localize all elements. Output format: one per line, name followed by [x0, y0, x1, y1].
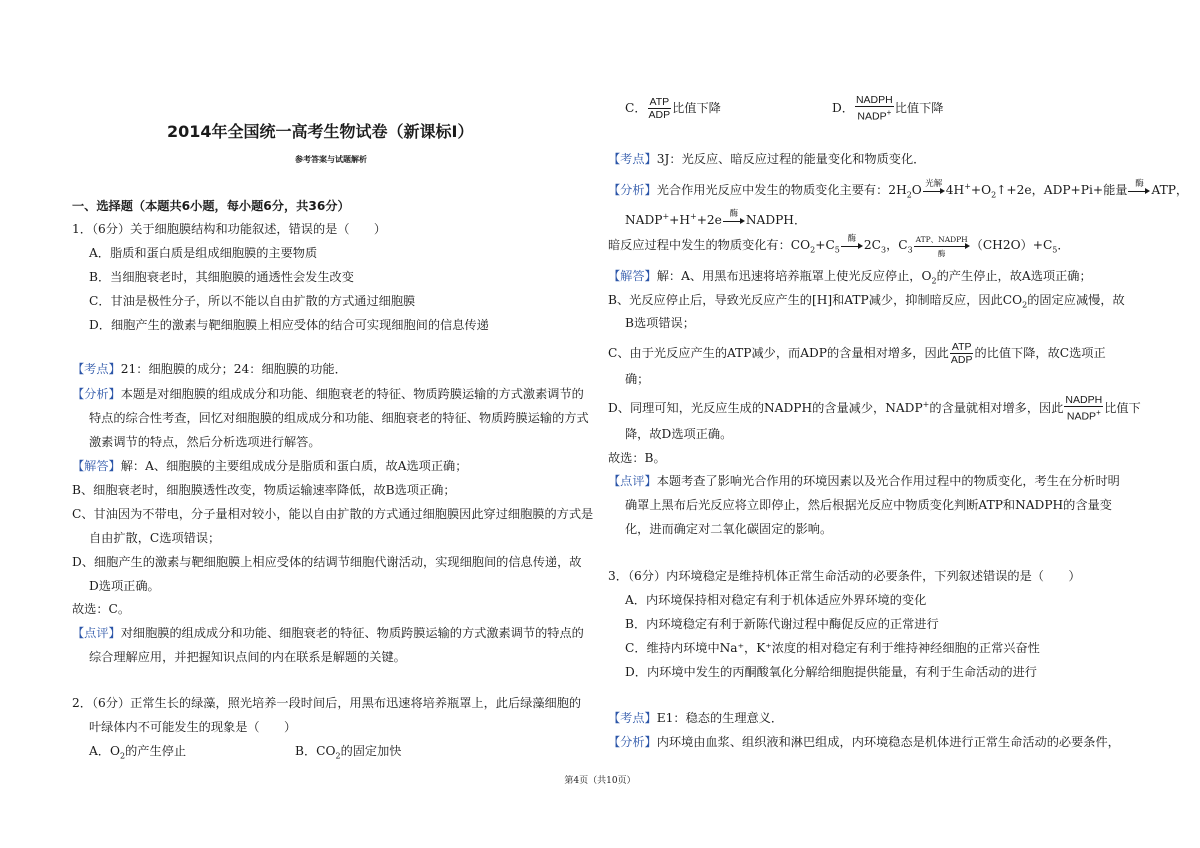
q2-option-a: A．$O_2$的产生停止 — [89, 744, 187, 761]
q1-jieda-line: B、细胞衰老时，细胞膜透性改变，物质运输速率降低，故B选项正确； — [72, 483, 456, 497]
q3-stem: 3．（6分）内环境稳定是维持机体正常生命活动的必要条件，下列叙述错误的是（ ） — [608, 569, 1081, 583]
enzyme-arrow: 酶 — [841, 239, 863, 253]
q2-dianping-line: 确罩上黑布后光反应将立即停止，然后根据光反应中物质变化判断ATP和NADPH的含量变 — [625, 498, 1112, 512]
q2-answer: 故选：B。 — [608, 451, 666, 465]
q1-option-d: D．细胞产生的激素与靶细胞膜上相应受体的结合可实现细胞间的信息传递 — [89, 318, 489, 332]
q1-jieda-line: D、细胞产生的激素与靶细胞膜上相应受体的结调节细胞代谢活动，实现细胞间的信息传递，故 — [72, 555, 582, 569]
q1-option-c: C．甘油是极性分子，所以不能以自由扩散的方式通过细胞膜 — [89, 294, 416, 308]
dianping-tag: 【点评】 — [608, 474, 657, 488]
fenxi-tag: 【分析】 — [608, 735, 657, 749]
q2-jieda-line: D、同理可知，光反应生成的NADPH的含量减少，NADP+的含量就相对增多，因此 $\frac{\text{NADPH}}{NADP^+}$ 比值下 — [608, 394, 1141, 423]
q2-dark-reaction: 暗反应过程中发生的物质变化有：$CO_2+C_5$ 酶 $2C_3$，$C_3$ ATP、NADPH 酶 $(CH2O)+C_5$． — [608, 233, 1070, 258]
q1-jieda-line: 自由扩散，C选项错误； — [89, 531, 221, 545]
q2-option-d: D． $\frac{\text{NADPH}}{NADP^+}$ 比值下降 — [832, 94, 944, 123]
q3-option-d: D．内环境中发生的丙酮酸氧化分解给细胞提供能量，有利于生命活动的进行 — [625, 665, 1037, 679]
q3-option-c: C．维持内环境中Na⁺，K⁺浓度的相对稳定有利于维持神经细胞的正常兴奋性 — [625, 641, 1040, 655]
q2-dianping-line: 化，进而确定对二氧化碳固定的影响。 — [625, 522, 833, 536]
q2-option-c: C． $\frac{\text{ATP}}{\text{ADP}}$ 比值下降 — [625, 96, 721, 121]
page-subtitle: 参考答案与试题解析 — [295, 155, 367, 164]
q3-kaodian: 【考点】E1：稳态的生理意义． — [608, 711, 784, 725]
kaodian-tag: 【考点】 — [608, 152, 657, 166]
q2-jieda-line: 确； — [625, 372, 650, 386]
section-heading: 一、选择题（本题共6小题，每小题6分，共36分） — [72, 199, 350, 213]
enzyme-arrow: 酶 — [1128, 184, 1150, 198]
q1-jieda: 【解答】解：A、细胞膜的主要组成成分是脂质和蛋白质，故A选项正确； — [72, 459, 468, 473]
q1-kaodian: 【考点】21：细胞膜的成分；24：细胞膜的功能． — [72, 362, 347, 376]
q1-dianping: 【点评】对细胞膜的组成成分和功能、细胞衰老的特征、物质跨膜运输的方式激素调节的特点的 — [72, 626, 584, 640]
q2-jieda-line: C、由于光反应产生的ATP减少，而ADP的含量相对增多，因此 $\frac{\text{ATP}}{\text{ADP}}$ 的比值下降，故C选项正 — [608, 341, 1106, 366]
q2-option-b: B．$CO_2$的固定加快 — [295, 744, 402, 761]
nadph-nadp-fraction: $\frac{\text{NADPH}}{NADP^+}$ — [1065, 394, 1103, 423]
q1-fenxi-line: 特点的综合性考查，回忆对细胞膜的组成成分和功能、细胞衰老的特征、物质跨膜运输的方式 — [89, 411, 589, 425]
kaodian-tag: 【考点】 — [608, 711, 657, 725]
q1-jieda-line: C、甘油因为不带电，分子量相对较小，能以自由扩散的方式通过细胞膜因此穿过细胞膜的方式是 — [72, 507, 594, 521]
q1-jieda-line: D选项正确。 — [89, 579, 160, 593]
atp-adp-fraction: $\frac{\text{ATP}}{\text{ADP}}$ — [950, 341, 973, 366]
q2-jieda-line: B、光反应停止后，导致光反应产生的[H]和ATP减少，抑制暗反应，因此$CO_2$的固定应减慢，故 — [608, 293, 1125, 310]
q3-option-b: B．内环境稳定有利于新陈代谢过程中酶促反应的正常进行 — [625, 617, 939, 631]
q2-stem: 2．（6分）正常生长的绿藻，照光培养一段时间后，用黑布迅速将培养瓶罩上，此后绿藻细胞的 — [72, 696, 582, 710]
atp-adp-fraction: $\frac{\text{ATP}}{\text{ADP}}$ — [648, 96, 671, 121]
light-arrow: 光解 — [923, 184, 945, 198]
enzyme-arrow: 酶 — [723, 214, 745, 228]
q2-fenxi: 【分析】光合作用光反应中发生的物质变化主要有：$2H_2O$ 光解 $4H^++O_2↑+2e$，ADP+Pi+能量 酶 ATP， — [608, 178, 1189, 200]
q2-kaodian: 【考点】3J：光反应、暗反应过程的能量变化和物质变化． — [608, 152, 926, 166]
fenxi-tag: 【分析】 — [608, 183, 657, 198]
q3-option-a: A．内环境保持相对稳定有利于机体适应外界环境的变化 — [625, 593, 927, 607]
jieda-tag: 【解答】 — [72, 459, 121, 473]
fenxi-tag: 【分析】 — [72, 387, 121, 401]
page-footer: 第4页（共10页） — [564, 776, 636, 786]
q1-option-a: A．脂质和蛋白质是组成细胞膜的主要物质 — [89, 246, 318, 260]
q3-fenxi: 【分析】内环境由血浆、组织液和淋巴组成，内环境稳态是机体进行正常生命活动的必要条件， — [608, 735, 1120, 749]
page-title: 2014年全国统一高考生物试卷（新课标Ⅰ） — [167, 122, 474, 141]
q2-jieda-line: B选项错误； — [625, 316, 695, 330]
dianping-tag: 【点评】 — [72, 626, 121, 640]
q1-dianping-line: 综合理解应用，并把握知识点间的内在联系是解题的关键。 — [89, 650, 406, 664]
q2-stem-line: 叶绿体内不可能发生的现象是（ ） — [89, 720, 297, 734]
nadph-nadp-fraction: $\frac{\text{NADPH}}{NADP^+}$ — [855, 94, 893, 123]
q2-dianping: 【点评】本题考查了影响光合作用的环境因素以及光合作用过程中的物质变化，考生在分析时明 — [608, 474, 1120, 488]
q1-fenxi-line: 激素调节的特点，然后分析选项进行解答。 — [89, 435, 321, 449]
q1-stem: 1．（6分）关于细胞膜结构和功能叙述，错误的是（ ） — [72, 222, 387, 236]
q1-option-b: B．当细胞衰老时，其细胞膜的通透性会发生改变 — [89, 270, 354, 284]
jieda-tag: 【解答】 — [608, 269, 657, 283]
atp-nadph-arrow: ATP、NADPH 酶 — [915, 234, 968, 258]
q2-jieda: 【解答】解：A、用黑布迅速将培养瓶罩上使光反应停止，$O_2$的产生停止，故A选项正确； — [608, 269, 1092, 286]
q1-fenxi: 【分析】本题是对细胞膜的组成成分和功能、细胞衰老的特征、物质跨膜运输的方式激素调节的 — [72, 387, 584, 401]
q2-jieda-line: 降，故D选项正确。 — [625, 427, 733, 441]
kaodian-tag: 【考点】 — [72, 362, 121, 376]
q1-answer: 故选：C。 — [72, 602, 131, 616]
q2-fenxi-line: NADP++H++2e 酶 NADPH． — [625, 208, 807, 228]
